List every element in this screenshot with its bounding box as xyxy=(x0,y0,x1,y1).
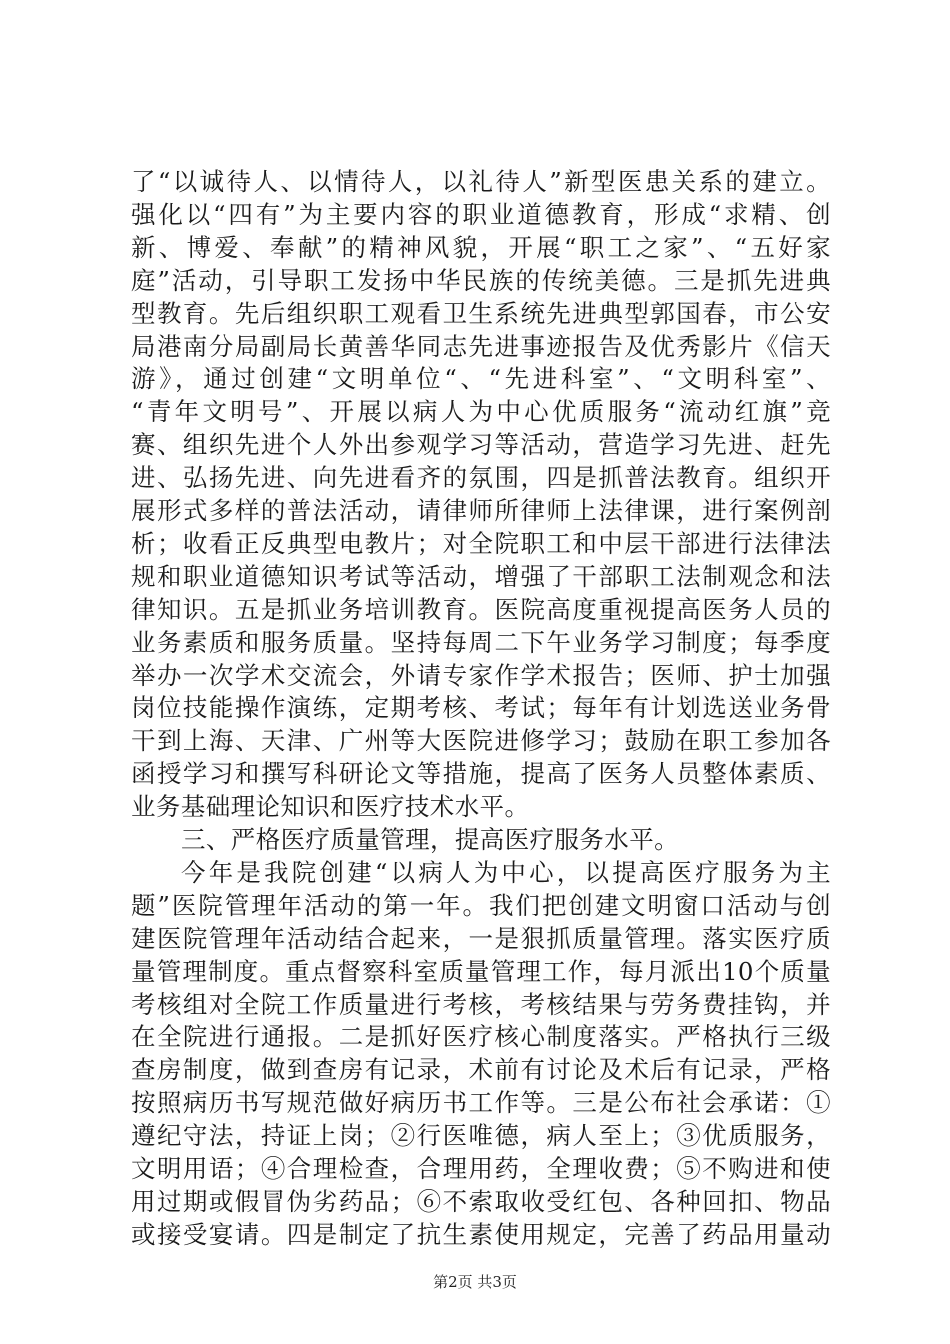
text-line: 赛、组织先进个人外出参观学习等活动，营造学习先进、赶先 xyxy=(131,430,831,460)
text-line: 新、博爱、奉献”的精神风貌，开展“职工之家”、“五好家 xyxy=(131,232,831,262)
text-line: 用过期或假冒伪劣药品；⑥不索取收受红包、各种回扣、物品 xyxy=(131,1186,831,1216)
text-line: “青年文明号”、开展以病人为中心优质服务“流动红旗”竞 xyxy=(131,397,831,427)
text-line: 按照病历书写规范做好病历书工作等。三是公布社会承诺：① xyxy=(131,1088,831,1118)
text-line: 建医院管理年活动结合起来，一是狠抓质量管理。落实医疗质 xyxy=(131,923,831,953)
text-line: 题”医院管理年活动的第一年。我们把创建文明窗口活动与创 xyxy=(131,890,831,920)
text-line: 游》，通过创建“文明单位“、“先进科室”、“文明科室”、 xyxy=(131,364,831,394)
text-line: 型教育。先后组织职工观看卫生系统先进典型郭国春，市公安 xyxy=(131,298,831,328)
text-line: 业务基础理论知识和医疗技术水平。 xyxy=(131,792,530,822)
text-line: 文明用语；④合理检查，合理用药，全理收费；⑤不购进和使 xyxy=(131,1154,831,1183)
text-line: 展形式多样的普法活动，请律师所律师上法律课，进行案例剖 xyxy=(131,496,831,525)
text-line: 干到上海、天津、广州等大医院进修学习；鼓励在职工参加各 xyxy=(131,726,831,756)
text-line: 遵纪守法，持证上岗；②行医唯德，病人至上；③优质服务， xyxy=(131,1121,831,1151)
text-line: 量管理制度。重点督察科室质量管理工作，每月派出10个质量 xyxy=(131,956,831,986)
text-line: 了“以诚待人、以情待人，以礼待人”新型医患关系的建立。 xyxy=(131,167,831,196)
text-line: 规和职业道德知识考试等活动，增强了干部职工法制观念和法 xyxy=(131,561,831,591)
text-line: 查房制度，做到查房有记录，术前有讨论及术后有记录，严格 xyxy=(131,1055,831,1085)
text-line: 今年是我院创建“以病人为中心，以提高医疗服务为主 xyxy=(181,857,831,887)
text-line: 或接受宴请。四是制定了抗生素使用规定，完善了药品用量动 xyxy=(131,1219,831,1249)
text-line: 局港南分局副局长黄善华同志先进事迹报告及优秀影片《信天 xyxy=(131,331,831,361)
text-line: 举办一次学术交流会，外请专家作学术报告；医师、护士加强 xyxy=(131,660,831,690)
text-line: 庭”活动，引导职工发扬中华民族的传统美德。三是抓先进典 xyxy=(131,265,831,295)
text-line: 函授学习和撰写科研论文等措施，提高了医务人员整体素质、 xyxy=(131,759,831,789)
text-line: 强化以“四有”为主要内容的职业道德教育，形成“求精、创 xyxy=(131,199,831,229)
text-line: 岗位技能操作演练，定期考核、考试；每年有计划选送业务骨 xyxy=(131,693,831,723)
text-line: 三、严格医疗质量管理，提高医疗服务水平。 xyxy=(181,825,679,854)
text-line: 律知识。五是抓业务培训教育。医院高度重视提高医务人员的 xyxy=(131,594,831,624)
text-line: 业务素质和服务质量。坚持每周二下午业务学习制度；每季度 xyxy=(131,627,831,657)
text-line: 考核组对全院工作质量进行考核，考核结果与劳务费挂钩，并 xyxy=(131,989,831,1019)
text-line: 进、弘扬先进、向先进看齐的氛围，四是抓普法教育。组织开 xyxy=(131,463,831,493)
text-line: 析；收看正反典型电教片；对全院职工和中层干部进行法律法 xyxy=(131,528,831,558)
text-line: 在全院进行通报。二是抓好医疗核心制度落实。严格执行三级 xyxy=(131,1022,831,1052)
page-footer: 第2页 共3页 xyxy=(433,1273,517,1291)
